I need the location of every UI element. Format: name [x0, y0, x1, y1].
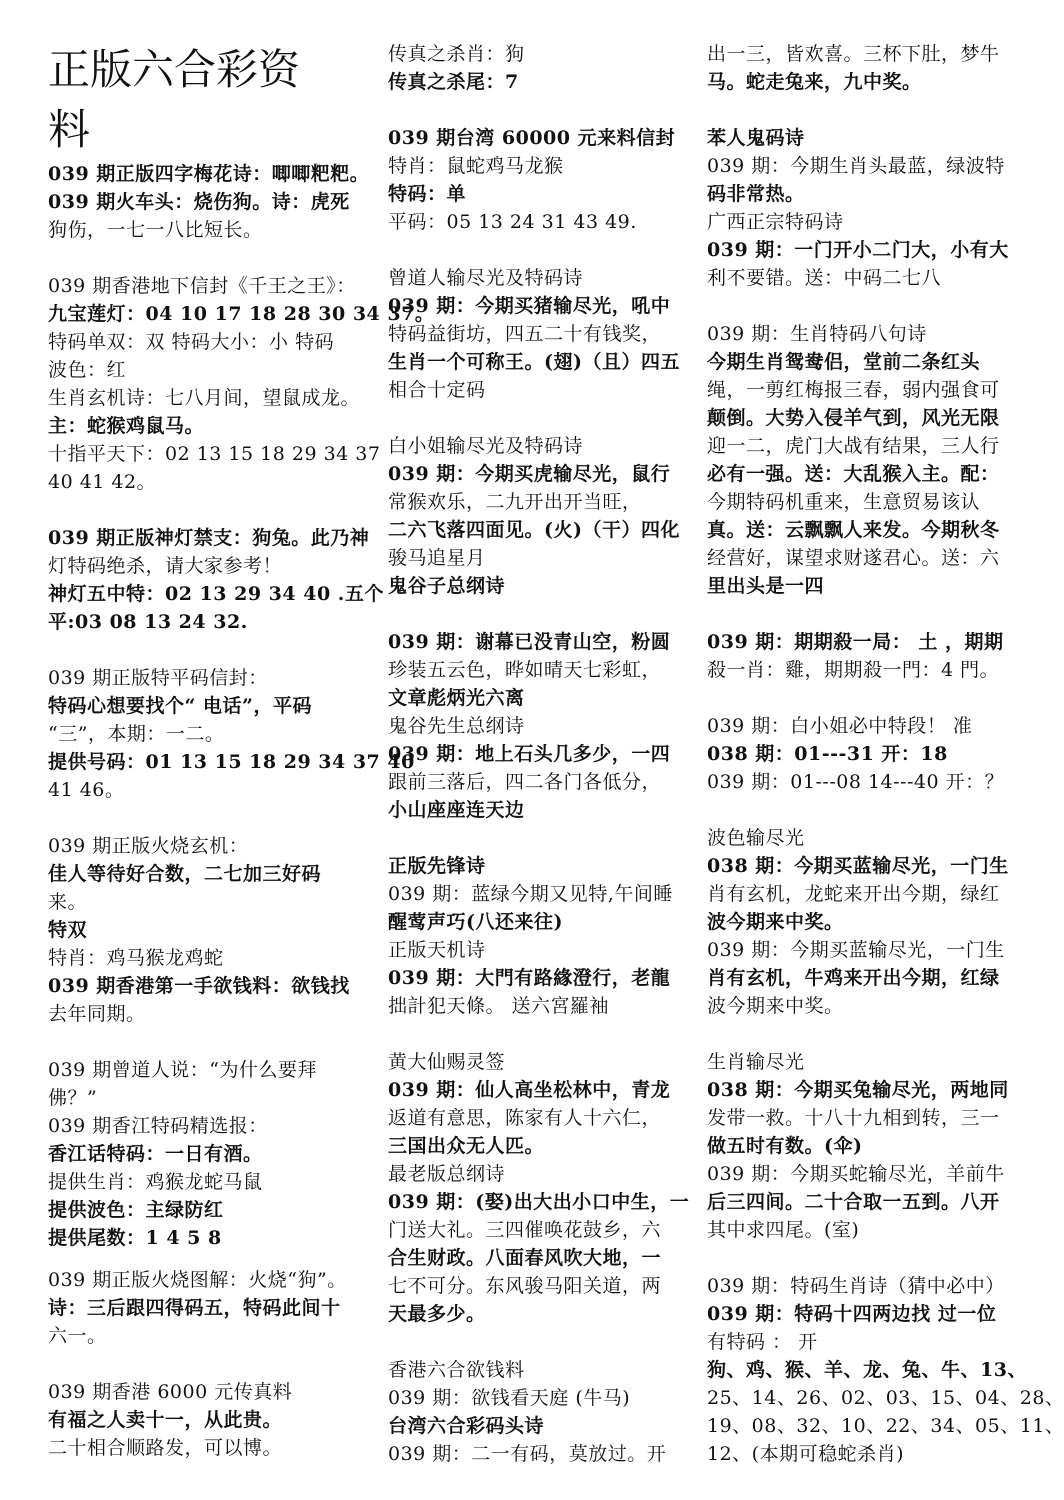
- section-heading: 鬼谷子总纲诗: [388, 575, 506, 597]
- text-line: 拙計犯天條。 送六宮羅袖: [388, 995, 610, 1017]
- spacer: [707, 292, 1032, 320]
- text-line: 特码心想要找个“ 电话”，平码: [48, 695, 312, 717]
- text-line: 佛？”: [48, 1087, 98, 1109]
- text-line: 七不可分。东风骏马阳关道，两: [388, 1275, 662, 1297]
- spacer: [48, 1350, 378, 1378]
- text-line: 40 41 42。: [48, 471, 157, 493]
- text-line: 039 期：谢幕已没青山空，粉圆: [388, 631, 671, 653]
- spacer: [48, 1028, 378, 1056]
- text-line: 颠倒。大势入侵羊气到，风光无限: [707, 407, 1000, 429]
- text-line: 19、08、32、10、22、34、05、11、: [707, 1415, 1064, 1437]
- text-line: 小山座座连天边: [388, 799, 525, 821]
- section-heading: 广西正宗特码诗: [707, 211, 844, 233]
- text-line: 039 期：一门开小二门大，小有大: [707, 239, 1009, 261]
- spacer: [707, 684, 1032, 712]
- text-line: 做五时有数。(伞): [707, 1135, 863, 1157]
- text-line: 码非常热。: [707, 183, 805, 205]
- spacer: [707, 1244, 1032, 1272]
- text-line: 门送大礼。三四催唤花鼓乡，六: [388, 1219, 662, 1241]
- spacer: [388, 824, 693, 852]
- text-line: 平:03 08 13 24 32.: [48, 611, 248, 633]
- text-line: 经营好，谋望求财遂君心。送：六: [707, 547, 1000, 569]
- left-column: [48, 40, 435, 1462]
- text-line: 波今期来中奖。: [707, 995, 844, 1017]
- text-line: 去年同期。: [48, 1003, 146, 1025]
- section-heading: 台湾六合彩码头诗: [388, 1415, 545, 1437]
- text-line: 41 46。: [48, 779, 125, 801]
- text-line: 迎一二，虎门大战有结果，三人行: [707, 435, 1000, 457]
- text-line: 039 期正版四字梅花诗：唧唧粑粑。: [48, 163, 370, 185]
- section-heading: 039 期正版火烧玄机：: [48, 835, 249, 857]
- text-line: 相合十定码: [388, 379, 486, 401]
- text-line: 利不要错。送：中码二七八: [707, 267, 942, 289]
- text-line: 灯特码绝杀，请大家参考！: [48, 555, 283, 577]
- text-line: 波今期来中奖。: [707, 911, 844, 933]
- spacer: [388, 600, 693, 628]
- text-line: 二十相合顺路发，可以博。: [48, 1437, 283, 1459]
- section-heading: 波色输尽光: [707, 827, 805, 849]
- spacer: [388, 404, 693, 432]
- spacer: [707, 1020, 1032, 1048]
- text-line: 039 期：今期买虎输尽光，鼠行: [388, 463, 671, 485]
- text-line: 文章彪炳光六离: [388, 687, 525, 709]
- text-line: 039 期：仙人高坐松林中，青龙: [388, 1079, 671, 1101]
- page-title-line-1: 正版六合彩资: [48, 45, 301, 94]
- text-line: 传真之杀肖：狗: [388, 43, 525, 65]
- text-line: 绳，一剪红梅报三春，弱内强食可: [707, 379, 1000, 401]
- text-line: 039 期：今期买蓝输尽光，一门生: [707, 939, 1005, 961]
- text-line: 传真之杀尾：7: [388, 71, 519, 93]
- section-heading: 正版天机诗: [388, 939, 486, 961]
- spacer: [707, 96, 1032, 124]
- text-line: 出一三，皆欢喜。三杯下肚，梦牛: [707, 43, 1000, 65]
- text-line: 常猴欢乐，二九开出开当旺，: [388, 491, 642, 513]
- text-line: 肖有玄机，牛鸡来开出今期，红绿: [707, 967, 1000, 989]
- text-line: 039 期：大門有路緣澄行，老龍: [388, 967, 671, 989]
- text-line: 039 期：欲钱看天庭 (牛马): [388, 1387, 631, 1409]
- text-line: 平码：05 13 24 31 43 49.: [388, 211, 637, 233]
- text-line: 039 期：二一有码，莫放过。开: [388, 1443, 667, 1465]
- spacer: [388, 1020, 693, 1048]
- text-line: 珍装五云色，晔如晴天七彩虹，: [388, 659, 662, 681]
- section-heading: 039 期台湾 60000 元来料信封: [388, 127, 676, 149]
- text-line: 039 期：蓝绿今期又见特,午间睡: [388, 883, 673, 905]
- section-heading: 香港六合欲钱料: [388, 1359, 525, 1381]
- section-heading: 生肖输尽光: [707, 1051, 805, 1073]
- section-heading: 039 期正版特平码信封：: [48, 667, 268, 689]
- text-line: 有特码 ： 开: [707, 1331, 818, 1353]
- section-heading: 039 期香港 6000 元传真料: [48, 1381, 293, 1403]
- text-line: 038 期：今期买兔输尽光，两地同: [707, 1079, 1009, 1101]
- section-heading: 曾道人输尽光及特码诗: [388, 267, 584, 289]
- text-line: 佳人等待好合数，二七加三好码: [48, 863, 322, 885]
- middle-column: [388, 40, 693, 1468]
- right-column: [707, 40, 1064, 1468]
- text-line: 醒莺声巧(八还来往): [388, 911, 563, 933]
- section-heading: 白小姐输尽光及特码诗: [388, 435, 584, 457]
- section-heading: 鬼谷先生总纲诗: [388, 715, 525, 737]
- text-line: 提供号码：01 13 15 18 29 34 37 40: [48, 751, 415, 773]
- text-line: 十指平天下：02 13 15 18 29 34 37: [48, 443, 381, 465]
- section-heading: 039 期香港地下信封《千王之王》：: [48, 275, 356, 297]
- text-line: 039 期：特码十四两边找 过一位: [707, 1303, 997, 1325]
- section-heading: 039 期香港第一手欲钱料：欲钱找: [48, 975, 350, 997]
- text-line: 提供尾数：1 4 5 8: [48, 1227, 222, 1249]
- text-line: 诗：三后跟四得码五，特码此间十: [48, 1297, 341, 1319]
- text-line: 波色：红: [48, 359, 127, 381]
- text-line: 特肖：鼠蛇鸡马龙猴: [388, 155, 564, 177]
- text-line: 合生财政。八面春风吹大地，一: [388, 1247, 662, 1269]
- text-line: 返道有意思，陈家有人十六仁，: [388, 1107, 662, 1129]
- text-line: 有福之人卖十一，从此贵。: [48, 1409, 283, 1431]
- spacer: [48, 636, 378, 664]
- section-heading: 黄大仙赐灵签: [388, 1051, 506, 1073]
- text-line: 后三四间。二十合取一五到。八开: [707, 1191, 1000, 1213]
- text-line: 039 期：今期买蛇输尽光，羊前牛: [707, 1163, 1005, 1185]
- text-line: 三国出众无人匹。: [388, 1135, 545, 1157]
- section-heading: 039 期：特码生肖诗（猜中必中）: [707, 1275, 1005, 1297]
- text-line: 二六飞落四面见。(火)（干）四化: [388, 519, 680, 541]
- text-line: 主：蛇猴鸡鼠马。: [48, 415, 205, 437]
- text-line: 039 期：今期生肖头最蓝，绿波特: [707, 155, 1005, 177]
- section-heading: 最老版总纲诗: [388, 1163, 506, 1185]
- text-line: 真。送：云飘飘人来发。今期秋冬: [707, 519, 1000, 541]
- text-line: 039 期火车头：烧伤狗。诗：虎死: [48, 191, 350, 213]
- text-line: 25、14、26、02、03、15、04、28、: [707, 1387, 1064, 1409]
- section-heading: 039 期正版火烧图解：火烧“狗”。: [48, 1269, 347, 1291]
- text-line: 039 期：(娶)出大出小口中生，一: [388, 1191, 690, 1213]
- spacer: [48, 244, 378, 272]
- text-line: 039 期：今期买猪输尽光，吼中: [388, 295, 671, 317]
- text-line: 039 期：01---08 14---40 开：？: [707, 771, 1005, 793]
- text-line: 039 期：地上石头几多少，一四: [388, 743, 671, 765]
- text-line: 生肖玄机诗：七八月间，望鼠成龙。: [48, 387, 361, 409]
- section-heading: 039 期：生肖特码八句诗: [707, 323, 927, 345]
- text-line: 038 期：今期买蓝输尽光，一门生: [707, 855, 1009, 877]
- section-heading: 039 期：白小姐必中特段！ 准: [707, 715, 973, 737]
- text-line: 六一。: [48, 1325, 107, 1347]
- text-line: 特肖：鸡马猴龙鸡蛇: [48, 947, 224, 969]
- text-line: 来。: [48, 891, 88, 913]
- text-line: 特码：单: [388, 183, 467, 205]
- text-line: 039 期：期期殺一局： 土 ，期期: [707, 631, 1004, 653]
- text-line: 骏马追星月: [388, 547, 486, 569]
- section-heading: 039 期正版神灯禁支：狗兔。此乃神: [48, 527, 370, 549]
- spacer: [388, 96, 693, 124]
- text-line: 天最多少。: [388, 1303, 486, 1325]
- text-line: 特双: [48, 919, 88, 941]
- text-line: 今期特码机重来，生意贸易该认: [707, 491, 981, 513]
- section-heading: 039 期曾道人说：“为什么要拜: [48, 1059, 318, 1081]
- text-line: 狗、鸡、猴、羊、龙、兔、牛、13、: [707, 1359, 1027, 1381]
- spacer: [388, 236, 693, 264]
- text-line: 狗伤，一七一八比短长。: [48, 219, 263, 241]
- spacer: [48, 804, 378, 832]
- section-heading: 正版先锋诗: [388, 855, 486, 877]
- spacer: [707, 796, 1032, 824]
- spacer: [48, 1252, 378, 1266]
- text-line: 生肖一个可称王。(翅)（且）四五: [388, 351, 680, 373]
- text-line: 特码益街坊，四五二十有钱奖，: [388, 323, 662, 345]
- spacer: [707, 600, 1032, 628]
- text-line: 殺一肖：雞，期期殺一門：4 門。: [707, 659, 1000, 681]
- spacer: [48, 496, 378, 524]
- text-line: “三”，本期：一二。: [48, 723, 225, 745]
- text-line: 必有一强。送：大乱猴入主。配：: [707, 463, 1000, 485]
- section-heading: 039 期香江特码精选报：: [48, 1115, 268, 1137]
- text-line: 12、(本期可稳蛇杀肖): [707, 1443, 905, 1465]
- text-line: 肖有玄机，龙蛇来开出今期，绿红: [707, 883, 1000, 905]
- text-line: 九宝莲灯：04 10 17 18 28 30 34 37。: [48, 303, 435, 325]
- text-line: 里出头是一四: [707, 575, 825, 597]
- text-line: 提供生肖：鸡猴龙蛇马鼠: [48, 1171, 263, 1193]
- text-line: 发带一救。十八十九相到转，三一: [707, 1107, 1000, 1129]
- text-line: 特码单双：双 特码大小：小 特码: [48, 331, 335, 353]
- text-line: 038 期：01---31 开：18: [707, 743, 948, 765]
- spacer: [388, 1328, 693, 1356]
- text-line: 神灯五中特：02 13 29 34 40 .五个: [48, 583, 384, 605]
- text-line: 跟前三落后，四二各门各低分，: [388, 771, 662, 793]
- text-line: 香江话特码：一日有酒。: [48, 1143, 263, 1165]
- text-line: 马。蛇走兔来，九中奖。: [707, 71, 922, 93]
- section-heading: 苯人鬼码诗: [707, 127, 805, 149]
- text-line: 提供波色：主绿防红: [48, 1199, 224, 1221]
- page-title-line-2: 料: [48, 105, 91, 154]
- text-line: 今期生肖鸳鸯侣，堂前二条红头: [707, 351, 981, 373]
- text-line: 其中求四尾。(室): [707, 1219, 860, 1241]
